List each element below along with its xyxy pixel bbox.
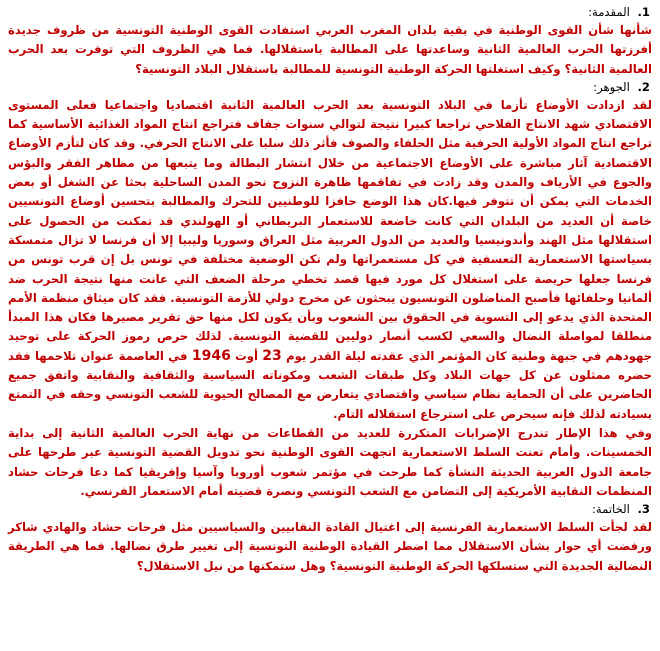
congress-day: 23 (262, 347, 282, 364)
body-paragraph-2: وفي هذا الإطار تندرج الإضرابات المتكررة للعديد من القطاعات من نهاية الحرب العالمية الثانية إلى بداية الخمسينات. وأمام تعنت السلط الاستعمارية اتجهت القوى الوطنية نحو تدويل القضية التونسية عبر طرحها على جامعة الدول العربية الحديثة النشأة كما طرحت في مؤتمر شعوب أوروبا وآسيا وإفريقيا كما دعا فرحات حشاد المنظمات النقابية الأمريكية إلى التضامن مع الشعب التونسي ونصرة قضيته أمام الاستعمار الفرنسي. (8, 425, 652, 498)
section-number: 1. (637, 5, 650, 19)
conclusion-paragraph: لقد لجأت السلط الاستعمارية الفرنسية إلى اغتيال القادة النقابيين والسياسيين مثل فرحات حشاد والهادي شاكر ورفضت أي حوار بشأن الاستقلال مما اضطر القيادة الوطنية التونسية إلى تغيير طرق نضالها. فما هي الطريقة النضالية الجديدة التي ستسلكها الحركة الوطنية التونسية؟ وهل ستمكنها من نيل الاستقلال؟ (8, 520, 652, 573)
body-text-part-2: في العاصمة عنوان تلاحمها فقد حضره ممثلون عن كل جهات البلاد وكل طبقات الشعب ومكوناته السياسية والثقافية والنقابية واتفق جميع الحاضرين على أن الحماية نظام سياسي واقتصادي يتعارض مع المصالح الحيوية للشعب التونسي وحقه في التمتع بسيادته لذلك فإنه سيحرص على استرجاع استقلاله التام. (8, 348, 652, 421)
body-text-part-1: لقد ازدادت الأوضاع تأزما في البلاد التونسية بعد الحرب العالمية الثانية اقتصاديا واجتماعيا فعلى المستوى الاقتصادي شهد الانتاج الفلاحي تراجعا كبيرا نتيجة لتوالي سنوات جفاف فتراجع انتاج المواد الغذائية الأساسية كما تراجع انتاج المواد الأولية الحرفية مثل الحلفاء والصوف فأثر ذلك سلبا على الانتاج الحرفي. وقد كان لتأزم الأوضاع الاقتصادية آثار مباشرة على الأوضاع الاجتماعية من خلال انتشار البطالة وما يتبعها من مظاهر الفقر والبؤس والجوع في الأرياف والمدن وقد زادت في تفاقمها ظاهرة النزوح نحو المدن الساحلية بحثا عن الشغل أو بعض الخدمات التي يمكن أن تتوفر فيها.كان هذا الوضع حافزا للوطنيين للتحرك والمطالبة بتحسين أوضاع التونسيين خاصة أن العديد من البلدان التي كانت خاضعة للاستعمار البريطاني أو الهولندي قد تمكنت من الحصول على استقلالها مثل الهند وأندونيسيا والعديد من الدول العربية مثل العراق وسوريا وليبيا إلا أن فرنسا لا تزال متمسكة بسياستها الاستعمارية التعسفية في كل مستعمراتها ولم تكن الوضعية مختلفة في تونس بل إن قرب تونس من فرنسا جعلها حريصة على استغلال كل مورد فيها قصد تخطي مرحلة الضعف التي عانت منها نتيجة الحرب ضد ألمانيا وحلفائها فأصبح المناضلون التونسيون يبحثون عن مخرج دولي للأزمة التونسية. فقد كان ميثاق منظمة الأمم المتحدة الذي يدعو إلى التسوية في الحقوق بين الشعوب وبأن يكون لكل منها حق تقرير مصيرها فكان هذا المبدأ منطلقا لمواصلة النضال والسعي لكسب أنصار دوليين للقضية التونسية. لذلك حرص رموز الحركة على توحيد جهودهم في جبهة وطنية كان المؤتمر الذي عقدته ليلة القدر يوم (8, 97, 652, 363)
congress-month: أوت (230, 348, 263, 363)
section-number: 2. (637, 79, 650, 94)
section-title: الجوهر: (593, 79, 630, 94)
section-heading-body (8, 79, 652, 96)
section-title: الخاتمة: (592, 502, 630, 517)
section-heading-conclusion (8, 501, 652, 518)
section-number: 3. (637, 502, 650, 517)
section-heading-introduction (8, 4, 652, 21)
body-paragraph (8, 96, 652, 424)
introduction-paragraph: شأنها شأن القوى الوطنية في بقية بلدان المغرب العربي استفادت القوى الوطنية التونسية من ظروف جديدة أفرزتها الحرب العالمية الثانية وساعدتها على المطالبة باستقلالها. فما هي الظروف التي توفرت بعد الحرب العالمية الثانية؟ وكيف استغلتها الحركة الوطنية التونسية للمطالبة باستقلال البلاد التونسية؟ (8, 23, 652, 76)
section-title: المقدمة: (588, 5, 630, 19)
congress-year: 1946 (191, 347, 231, 364)
